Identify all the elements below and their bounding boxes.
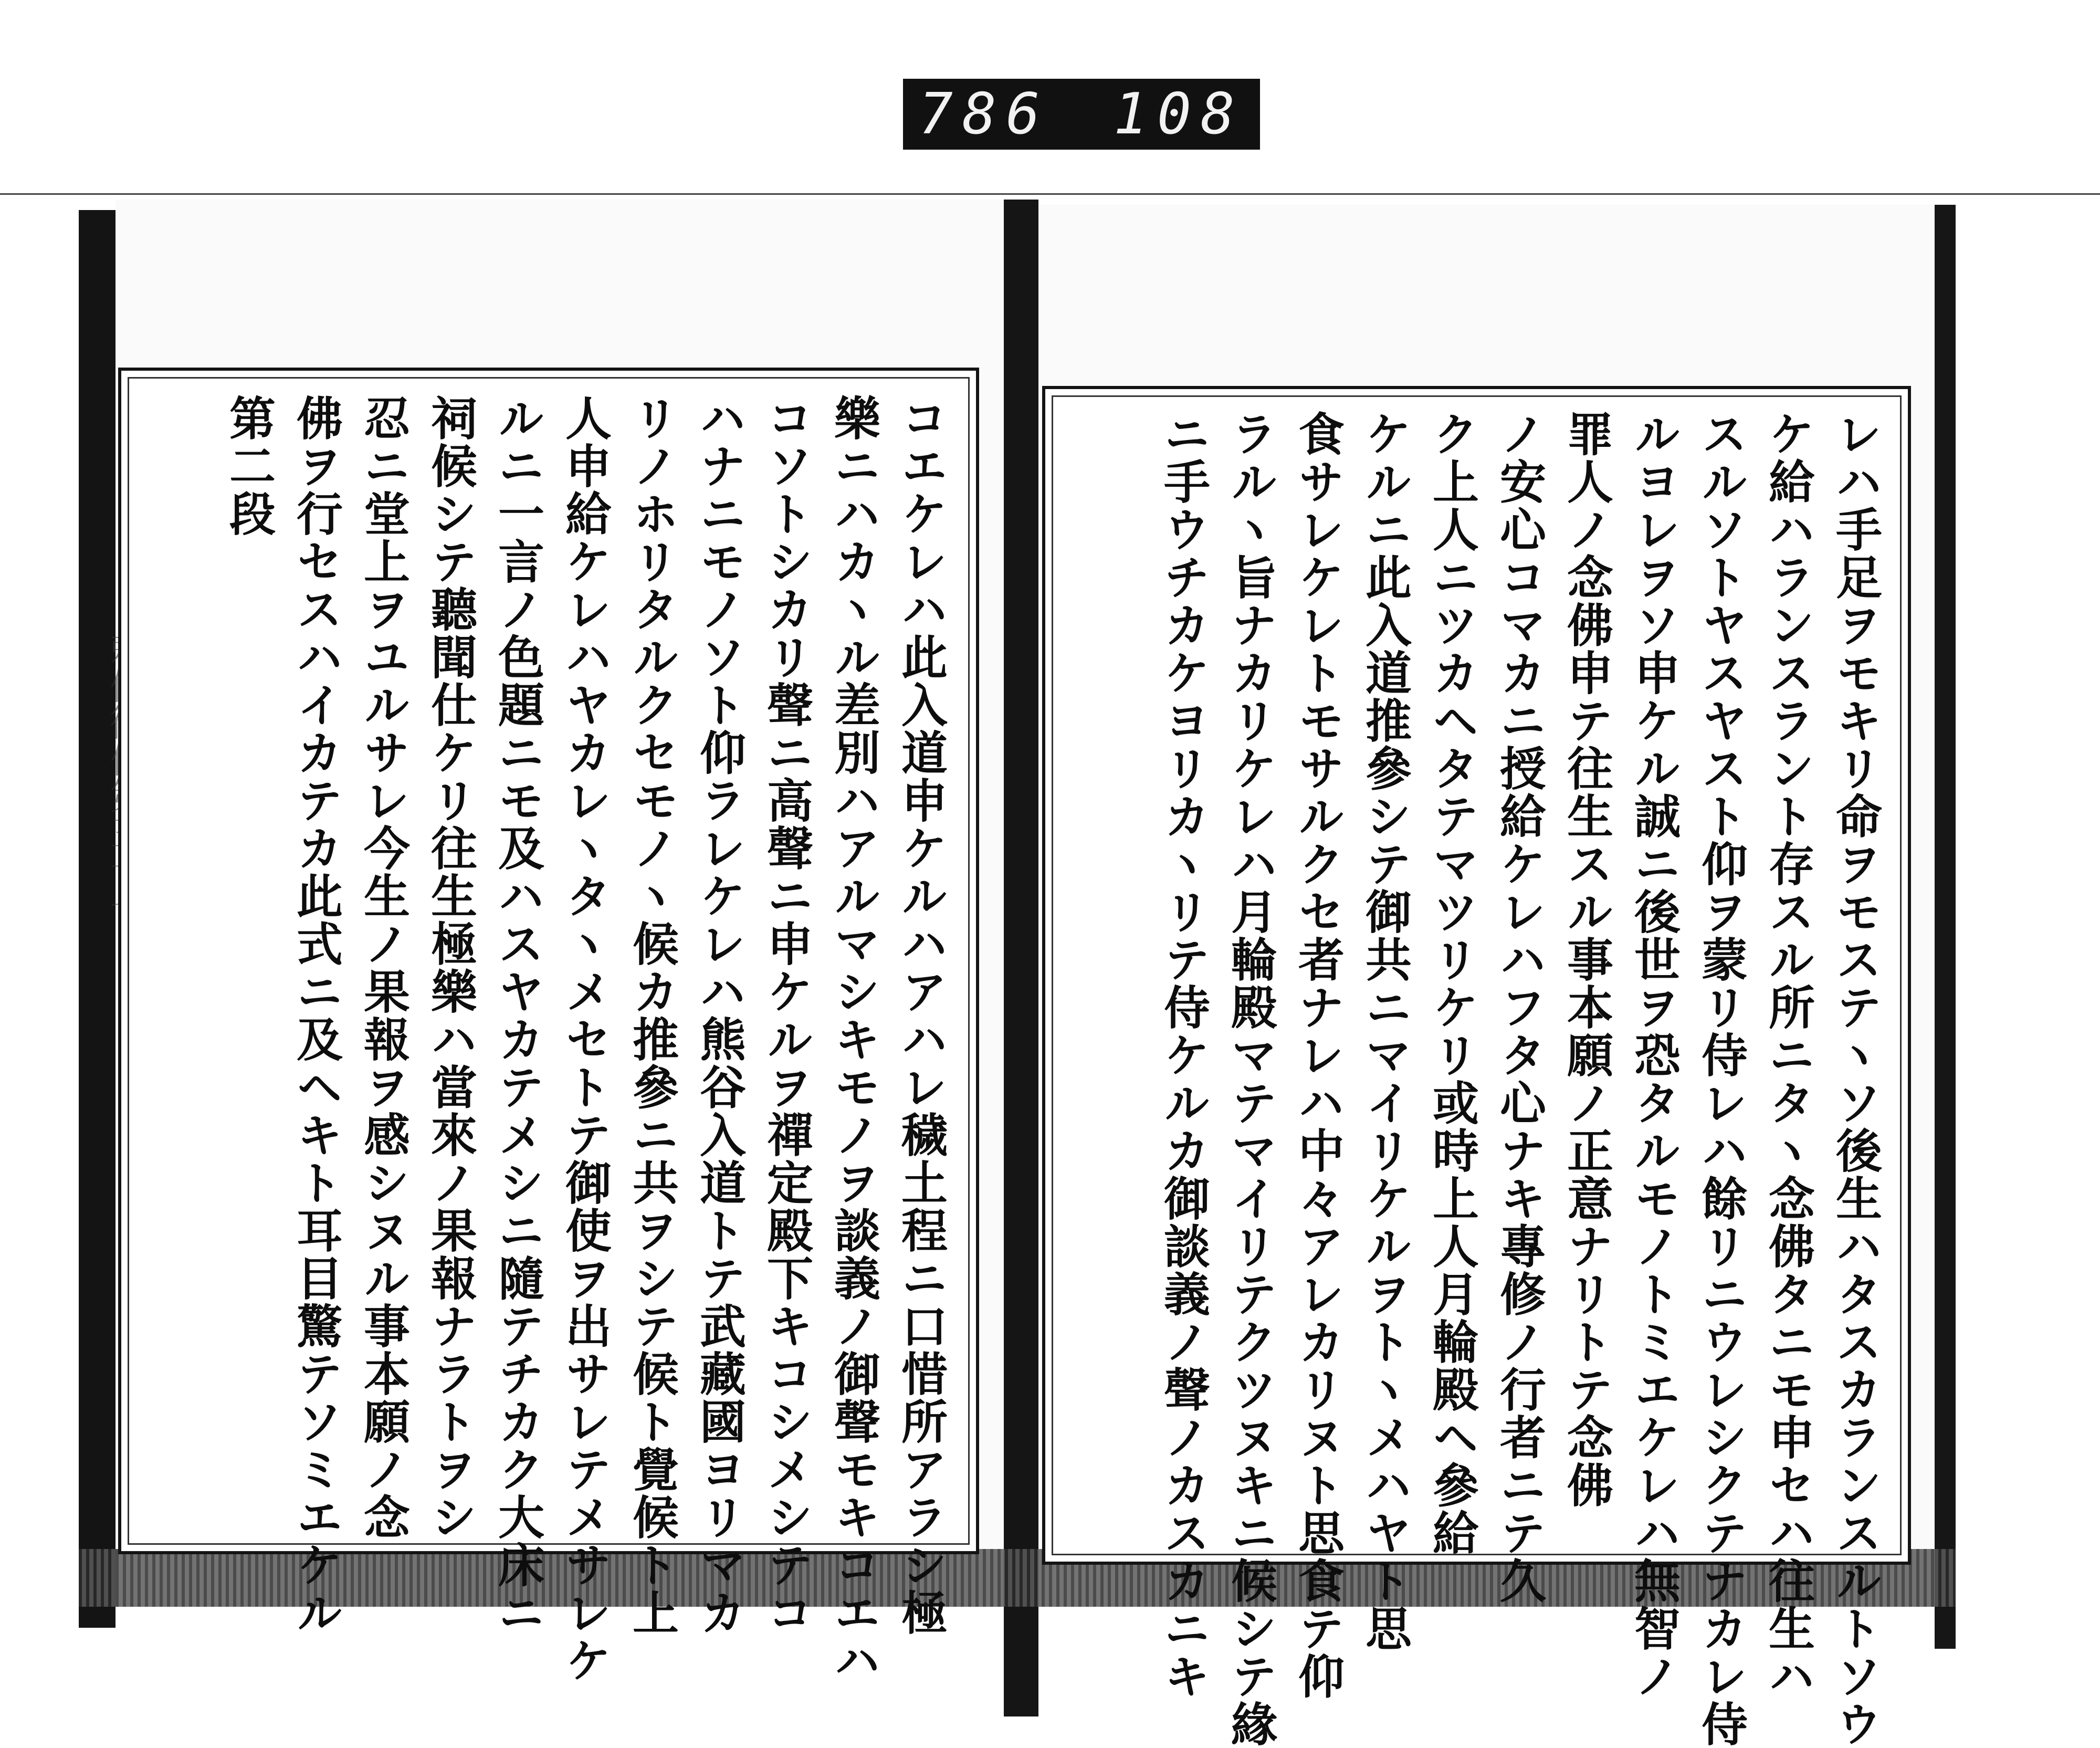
right-text-frame	[1042, 386, 1911, 1748]
text-column: 佛ヲ行セスハイカテカ此式ニ及ヘキト耳目驚テソミエケル	[289, 394, 344, 1637]
reference-right-number: 108	[1113, 81, 1244, 147]
text-column: ラルヽ旨ナカリケレハ月輪殿マテマイリテクツヌキニ候シテ緣	[1224, 410, 1278, 1748]
text-column: コエケレハ此入道申ケルハアハレ穢土程ニ口惜所アラシ極	[894, 394, 949, 1637]
reference-left-number: 786	[919, 81, 1050, 147]
text-column: ケ給ハランスラント存スル所ニタヽ念佛タニモ申セハ往生ハ	[1761, 410, 1816, 1700]
left-text-frame	[118, 368, 979, 1684]
reference-label	[903, 79, 1260, 150]
text-column: 樂ニハカヽル差別ハアルマシキモノヲ談義ノ御聲モキコエハ	[827, 394, 881, 1684]
text-column: 忍ニ堂上ヲユルサレ今生ノ果報ヲ感シヌル事本願ノ念	[356, 394, 411, 1541]
right-text-block	[1150, 410, 1889, 1748]
section-heading: 第二段	[222, 394, 277, 538]
text-column: ルヨレヲソ申ケル誠ニ後世ヲ恐タルモノトミエケレハ無智ノ	[1627, 410, 1682, 1700]
text-column: コソトシカリ聲ニ高聲ニ申ケルヲ禪定殿下キコシメシテコ	[760, 394, 814, 1637]
text-column: 食サレケレトモサルクセ者ナレハ中々アレカリヌト思食テ仰	[1291, 410, 1346, 1700]
scan-rule	[0, 193, 2100, 195]
text-column: ハナニモノソト仰ラレケレハ熊谷入道トテ武藏國ヨリマカ	[692, 394, 747, 1637]
book-spine	[1004, 200, 1038, 1716]
text-column: スルソトヤスヤスト仰ヲ蒙リ侍レハ餘リニウレシクテナカレ侍	[1694, 410, 1749, 1748]
text-column: リノホリタルクセモノヽ候カ推參ニ共ヲシテ候ト覺候ト上	[625, 394, 680, 1637]
text-column: ノ安心コマカニ授給ケレハフタ心ナキ專修ノ行者ニテ久	[1493, 410, 1547, 1605]
text-column: 罪人ノ念佛申テ往生スル事本願ノ正意ナリトテ念佛	[1560, 410, 1614, 1509]
text-column: ケルニ此入道推參シテ御共ニマイリケルヲトヽメハヤト思	[1358, 410, 1413, 1652]
left-text-block	[184, 394, 955, 1684]
text-column: レハ手足ヲモキリ命ヲモステヽソ後生ハタスカランスルトソウ	[1829, 410, 1883, 1748]
text-column: ク上人ニツカヘタテマツリケリ或時上人月輪殿ヘ參給	[1425, 410, 1480, 1557]
text-column: ニ手ウチカケヨリカヽリテ侍ケルカ御談義ノ聲ノカスカニキ	[1157, 410, 1211, 1700]
right-binding	[1935, 205, 1956, 1649]
text-column: 人申給ケレハヤカレヽタヽメセトテ御使ヲ出サレテメサレケ	[558, 394, 613, 1684]
text-column: 祠候シテ聽聞仕ケリ往生極樂ハ當來ノ果報ナラトヲシ	[424, 394, 478, 1541]
text-column: ルニ一言ノ色題ニモ及ハスヤカテメシニ隨テチカク大床ニ	[491, 394, 545, 1637]
